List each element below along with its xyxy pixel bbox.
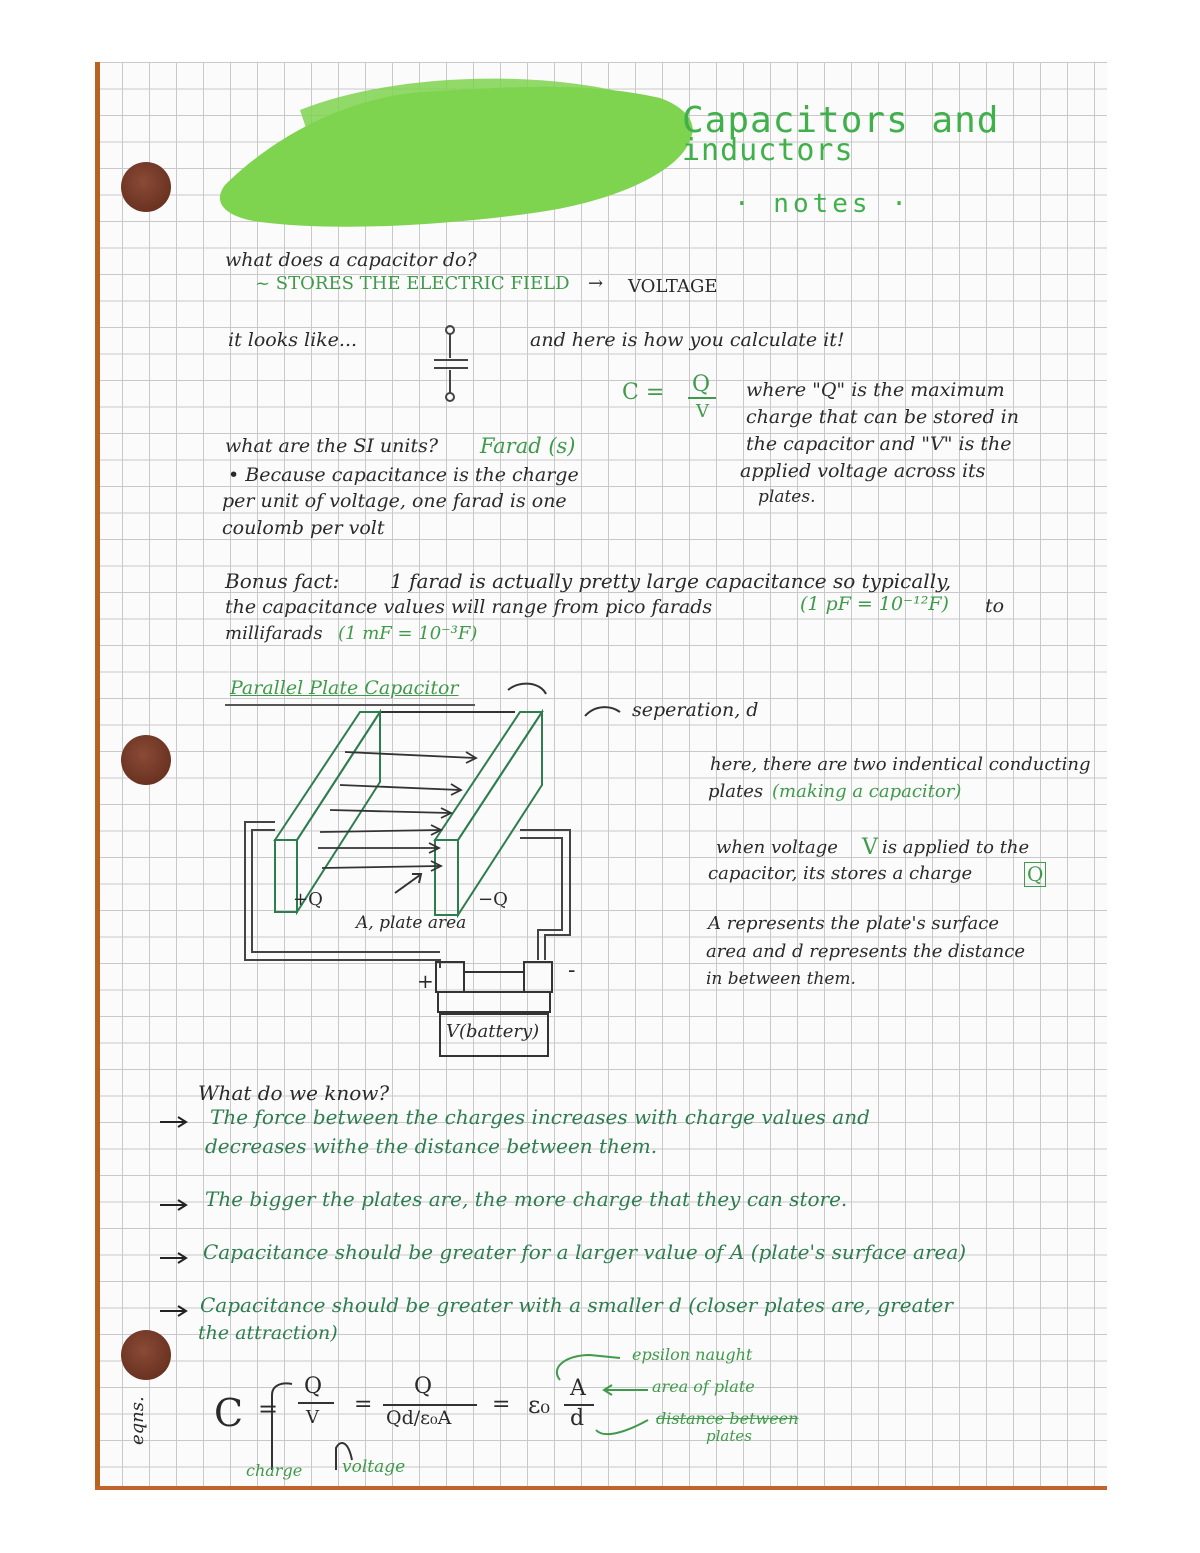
side-note-2-part-c: is applied to the	[882, 837, 1030, 858]
eq-equals-2: =	[354, 1392, 373, 1417]
label-voltage: voltage	[342, 1457, 406, 1477]
page-title: Capacitors and	[682, 100, 1000, 141]
side-note-2-part-a: when voltage	[716, 837, 838, 858]
answer-stores: ~ STORES THE ELECTRIC FIELD	[255, 273, 570, 294]
page-subtitle: · notes ·	[734, 189, 911, 219]
formula-v: V	[696, 401, 709, 422]
side-note-2-v: V	[862, 835, 878, 860]
page-title-line2: inductors	[682, 133, 854, 168]
know-item-4-line-1: Capacitance should be greater with a smaller d (closer plates are, greater	[200, 1293, 953, 1317]
know-heading: What do we know?	[198, 1081, 390, 1105]
formula-c: C =	[622, 380, 665, 405]
calc-intro-text: and here is how you calculate it!	[530, 329, 845, 351]
side-note-3-line-3: in between them.	[706, 969, 856, 989]
formula-q: Q	[692, 372, 711, 397]
eq-c: C	[214, 1391, 244, 1435]
eq-q-num-2: Q	[414, 1374, 433, 1399]
answer-voltage: VOLTAGE	[628, 276, 718, 297]
bonus-mf: (1 mF = 10⁻³F)	[338, 623, 478, 644]
eq-a: A	[570, 1376, 586, 1401]
label-area-of-plate: area of plate	[652, 1377, 755, 1396]
looks-like-text: it looks like...	[228, 329, 358, 351]
arrow-glyph: →	[588, 273, 604, 294]
bonus-pf: (1 pF = 10⁻¹²F)	[800, 593, 949, 615]
side-note-2-line-2: capacitor, its stores a charge	[708, 863, 973, 884]
know-item-1-line-2: decreases withe the distance between them.	[205, 1134, 658, 1158]
units-line-3: coulomb per volt	[222, 517, 385, 539]
eq-den-2: Qd/ε₀A	[386, 1407, 452, 1429]
side-note-3-line-2: area and d represents the distance	[706, 941, 1025, 962]
side-note-3-line-1: A represents the plate's surface	[708, 913, 999, 934]
units-line-1: • Because capacitance is the charge	[228, 464, 579, 486]
parallel-plate-diagram	[225, 684, 620, 1056]
label-epsilon-naught: epsilon naught	[632, 1345, 753, 1364]
formula-explanation-3: the capacitor and "V" is the	[746, 433, 1012, 455]
battery-minus: -	[568, 958, 576, 983]
eq-q-num: Q	[304, 1374, 323, 1399]
formula-explanation-5: plates.	[758, 487, 816, 507]
know-item-4-line-2: the attraction)	[198, 1322, 338, 1344]
bonus-line-3: millifarads	[225, 623, 323, 644]
highlight-scribble	[220, 79, 693, 227]
label-plates: plates	[706, 1427, 752, 1445]
bonus-label: Bonus fact:	[225, 569, 340, 593]
know-item-2: The bigger the plates are, the more charge that they can store.	[205, 1187, 848, 1211]
side-note-1-line-1: here, there are two indentical conducting	[710, 754, 1091, 775]
diagram-heading: Parallel Plate Capacitor	[230, 677, 459, 699]
bonus-line-2: the capacitance values will range from pico farads	[225, 596, 713, 618]
units-line-2: per unit of voltage, one farad is one	[222, 490, 567, 512]
formula-explanation-4: applied voltage across its	[740, 460, 986, 482]
capacitor-symbol	[434, 326, 468, 401]
separation-label: seperation, d	[632, 699, 759, 721]
side-note-2-q: Q	[1024, 862, 1046, 887]
plate-area-label: A, plate area	[356, 913, 467, 933]
bullet-arrows	[160, 1117, 186, 1316]
battery-label: V(battery)	[446, 1021, 540, 1042]
side-note-1-green: (making a capacitor)	[772, 781, 962, 802]
side-note-1-line-2: plates	[708, 781, 764, 802]
formula-explanation-1: where "Q" is the maximum	[746, 379, 1005, 401]
battery-plus: +	[417, 969, 434, 993]
label-charge: charge	[246, 1461, 303, 1480]
formula-explanation-2: charge that can be stored in	[746, 406, 1019, 428]
minus-q-label: −Q	[478, 889, 508, 910]
question-capacitor: what does a capacitor do?	[225, 249, 477, 271]
eq-v-den: V	[306, 1407, 319, 1428]
eq-equals-1: =	[258, 1395, 279, 1423]
units-question: what are the SI units?	[225, 435, 439, 457]
eq-equals-3: =	[492, 1392, 511, 1417]
know-item-3: Capacitance should be greater for a larger value of A (plate's surface area)	[203, 1240, 967, 1264]
know-item-1-line-1: The force between the charges increases with charge values and	[210, 1105, 870, 1129]
bonus-line-1: 1 farad is actually pretty large capacitance so typically,	[390, 569, 952, 593]
eq-epsilon: ε₀	[528, 1391, 551, 1419]
equations-side-label: eqns.	[127, 1396, 148, 1445]
eq-d: d	[570, 1406, 585, 1431]
plus-q-label: +Q	[293, 889, 323, 910]
bonus-to: to	[985, 595, 1005, 617]
label-distance-between: distance between	[656, 1409, 799, 1428]
equation-drawing	[272, 1355, 648, 1470]
units-answer: Farad (s)	[480, 434, 576, 458]
